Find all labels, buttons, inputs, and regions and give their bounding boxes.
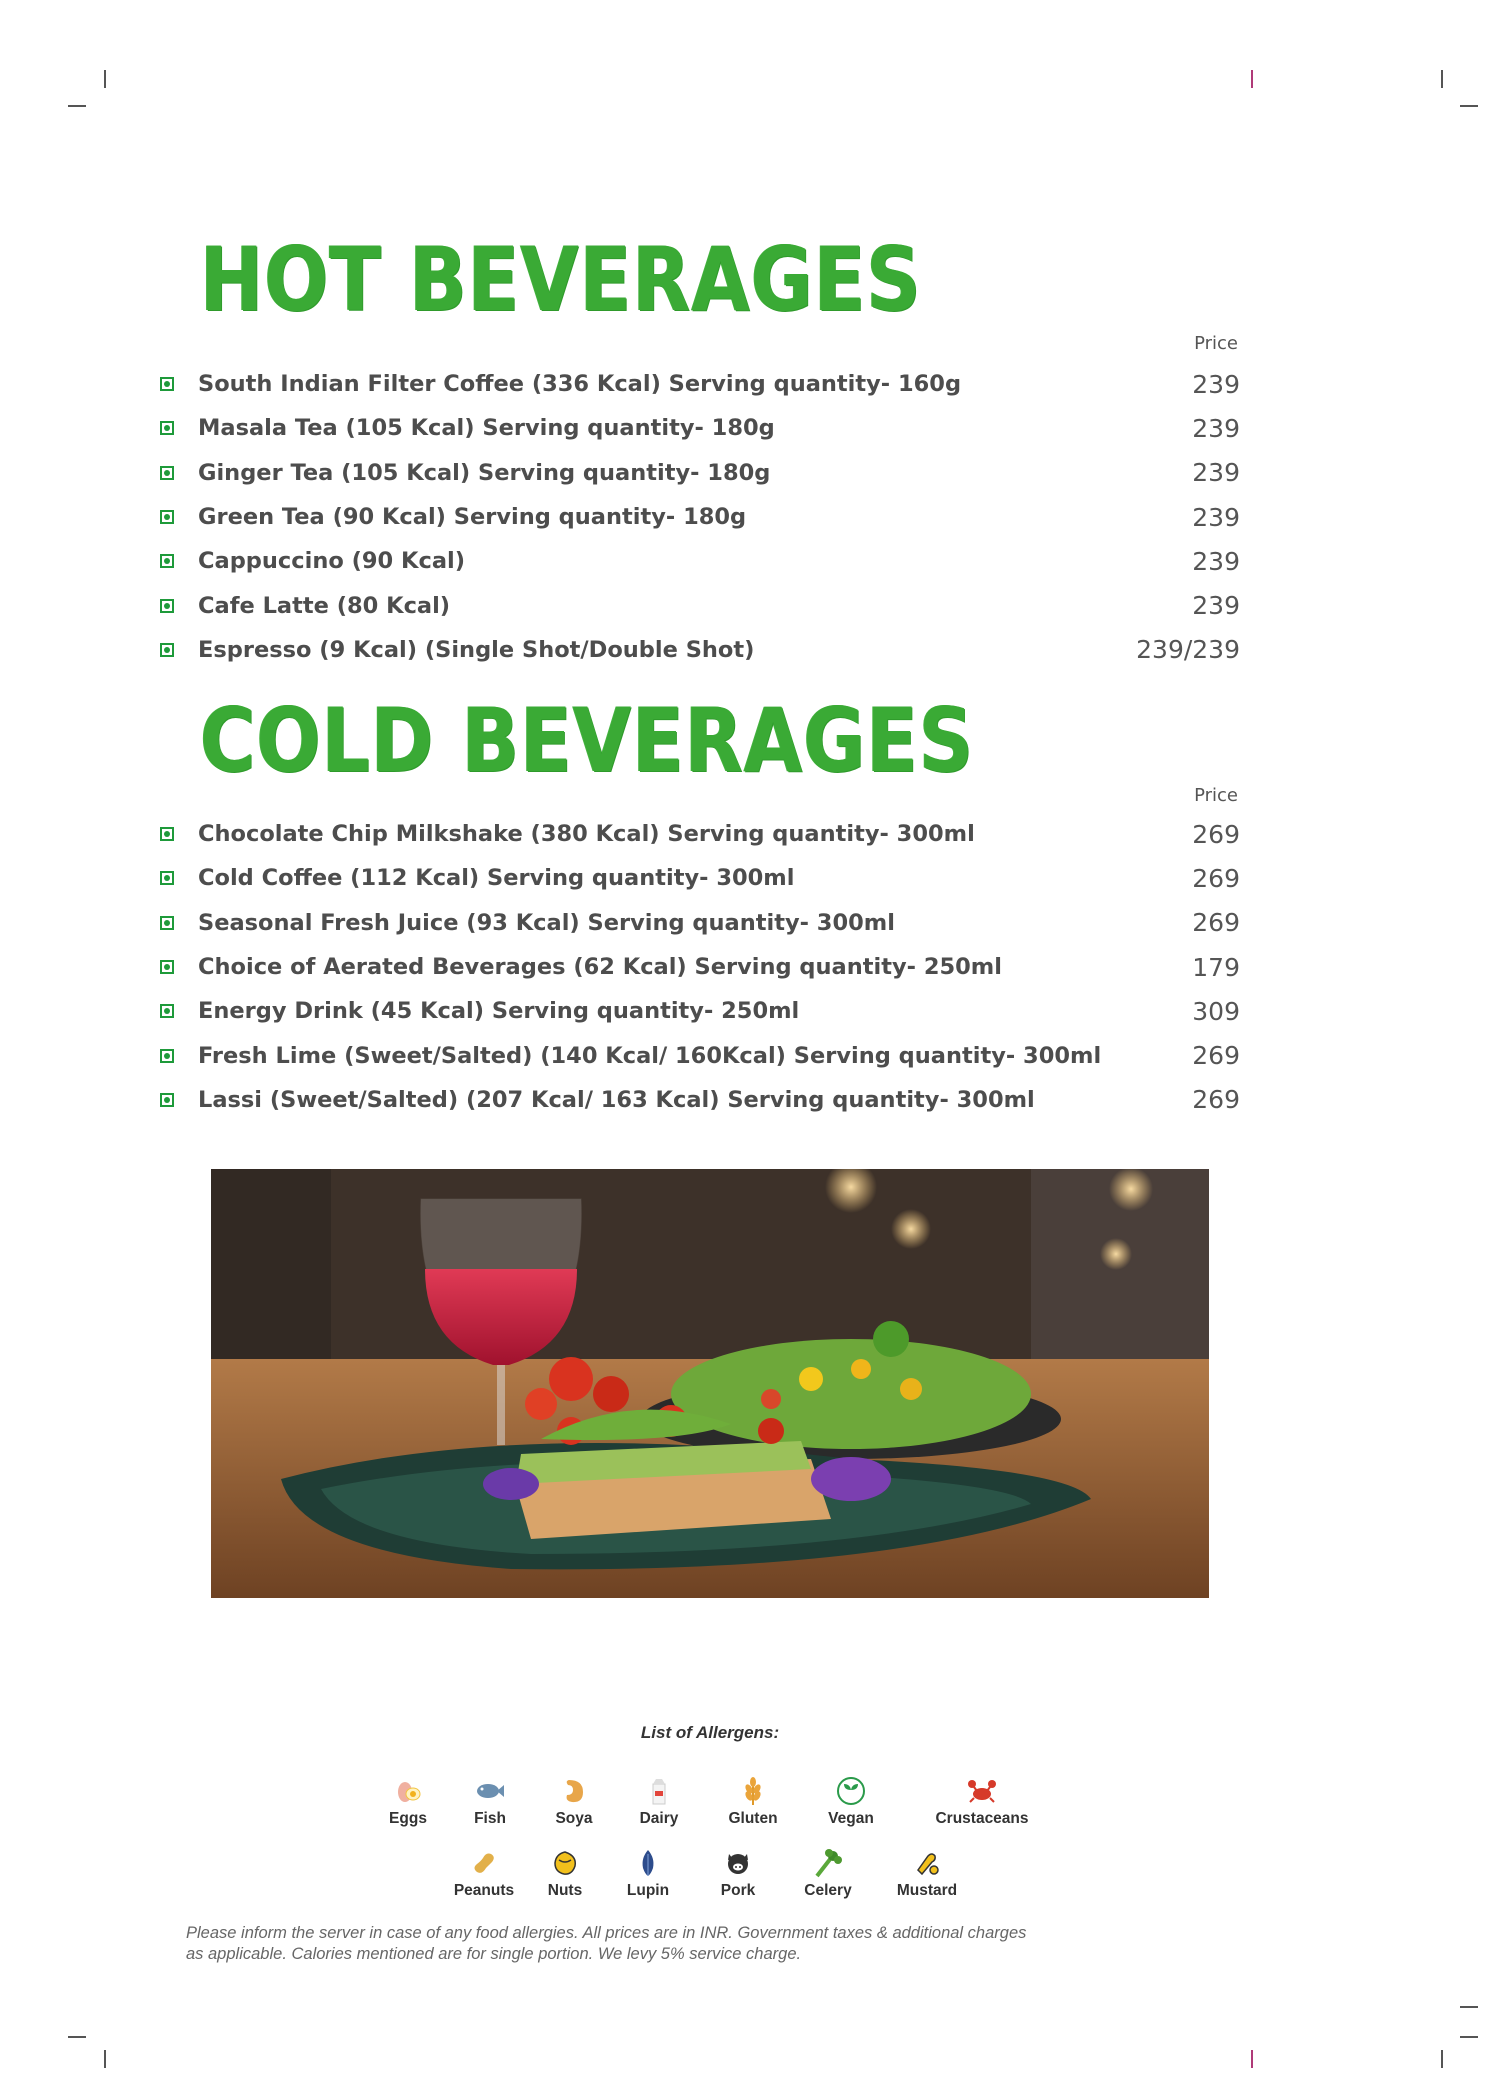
allergen-label: Gluten xyxy=(728,1810,778,1827)
crop-mark xyxy=(68,105,86,107)
allergen-label: Eggs xyxy=(389,1810,427,1827)
celery-icon xyxy=(813,1848,843,1878)
lupin-icon xyxy=(633,1848,663,1878)
cold-beverages-list xyxy=(160,812,1240,1122)
mustard-icon xyxy=(912,1848,942,1878)
disclaimer-line-2: as applicable. Calories mentioned are for single portion. We levy 5% service charge. xyxy=(186,1945,802,1963)
item-name: Choice of Aerated Beverages (62 Kcal) Serving quantity- 250ml xyxy=(198,954,1002,981)
crab-icon xyxy=(967,1776,997,1806)
crop-mark xyxy=(1460,2006,1478,2008)
allergen-label: Mustard xyxy=(896,1882,958,1899)
crop-mark xyxy=(1460,105,1478,107)
veg-mark-icon xyxy=(160,421,174,435)
item-name: Ginger Tea (105 Kcal) Serving quantity- 180g xyxy=(198,459,771,486)
menu-item xyxy=(160,945,1240,989)
item-name: Seasonal Fresh Juice (93 Kcal) Serving quantity- 300ml xyxy=(198,909,895,936)
item-price: 239 xyxy=(1192,369,1240,399)
menu-item xyxy=(160,812,1240,856)
crop-mark xyxy=(1441,70,1443,88)
item-price: 179 xyxy=(1192,952,1240,982)
item-name: Cafe Latte (80 Kcal) xyxy=(198,592,451,619)
menu-item xyxy=(160,628,1240,672)
veg-mark-icon xyxy=(160,827,174,841)
allergen-label: Nuts xyxy=(547,1882,583,1899)
soya-icon xyxy=(559,1776,589,1806)
allergen-vegan xyxy=(791,1776,911,1828)
menu-item xyxy=(160,1078,1240,1122)
crop-mark xyxy=(68,2036,86,2038)
menu-item xyxy=(160,451,1240,495)
allergen-label: Dairy xyxy=(639,1810,679,1827)
allergens-title: List of Allergens: xyxy=(640,1723,780,1742)
food-photo xyxy=(211,1169,1209,1598)
allergen-label: Pork xyxy=(720,1882,756,1899)
pig-icon xyxy=(723,1848,753,1878)
veg-mark-icon xyxy=(160,960,174,974)
allergen-label: Lupin xyxy=(626,1882,670,1899)
hot-beverages-title: HOT BEVERAGES xyxy=(200,228,922,331)
veg-mark-icon xyxy=(160,1093,174,1107)
item-price: 239 xyxy=(1192,458,1240,488)
crop-mark xyxy=(1251,2050,1253,2068)
allergen-label: Peanuts xyxy=(453,1882,515,1899)
crop-mark xyxy=(1460,2036,1478,2038)
egg-icon xyxy=(393,1776,423,1806)
allergen-label: Crustaceans xyxy=(935,1810,1029,1827)
veg-mark-icon xyxy=(160,510,174,524)
item-price: 239/239 xyxy=(1136,635,1240,665)
cold-beverages-title: COLD BEVERAGES xyxy=(200,689,975,792)
veg-mark-icon xyxy=(160,643,174,657)
item-name: Masala Tea (105 Kcal) Serving quantity- 180g xyxy=(198,415,775,442)
veg-mark-icon xyxy=(160,377,174,391)
item-name: Green Tea (90 Kcal) Serving quantity- 180g xyxy=(198,504,747,531)
allergen-label: Fish xyxy=(474,1810,506,1827)
wheat-icon xyxy=(738,1776,768,1806)
veg-mark-icon xyxy=(160,1049,174,1063)
allergy-disclaimer xyxy=(186,1923,1066,1965)
cold-price-header: Price xyxy=(1194,785,1238,806)
allergen-mustard xyxy=(867,1848,987,1900)
menu-item xyxy=(160,901,1240,945)
hot-beverages-list xyxy=(160,362,1240,672)
item-price: 269 xyxy=(1192,1041,1240,1071)
fish-icon xyxy=(475,1776,505,1806)
nut-icon xyxy=(550,1848,580,1878)
item-name: Espresso (9 Kcal) (Single Shot/Double Shot) xyxy=(198,636,755,663)
item-price: 269 xyxy=(1192,908,1240,938)
allergen-label: Soya xyxy=(555,1810,593,1827)
item-name: Chocolate Chip Milkshake (380 Kcal) Serving quantity- 300ml xyxy=(198,821,975,848)
menu-item xyxy=(160,989,1240,1033)
item-price: 239 xyxy=(1192,591,1240,621)
crop-mark xyxy=(104,2050,106,2068)
allergen-label: Celery xyxy=(804,1882,852,1899)
menu-item xyxy=(160,406,1240,450)
veg-mark-icon xyxy=(160,466,174,480)
menu-item xyxy=(160,583,1240,627)
item-name: Energy Drink (45 Kcal) Serving quantity- 250ml xyxy=(198,998,800,1025)
menu-item xyxy=(160,495,1240,539)
menu-item xyxy=(160,856,1240,900)
item-price: 239 xyxy=(1192,546,1240,576)
menu-item xyxy=(160,539,1240,583)
item-name: Cold Coffee (112 Kcal) Serving quantity- 300ml xyxy=(198,865,795,892)
item-price: 239 xyxy=(1192,413,1240,443)
crop-mark xyxy=(1251,70,1253,88)
menu-item xyxy=(160,362,1240,406)
veg-mark-icon xyxy=(160,599,174,613)
peanut-icon xyxy=(469,1848,499,1878)
hot-price-header: Price xyxy=(1194,333,1238,354)
item-price: 269 xyxy=(1192,819,1240,849)
veg-mark-icon xyxy=(160,554,174,568)
allergen-crustaceans xyxy=(922,1776,1042,1828)
menu-item xyxy=(160,1033,1240,1077)
item-name: Lassi (Sweet/Salted) (207 Kcal/ 163 Kcal) Serving quantity- 300ml xyxy=(198,1086,1035,1113)
item-price: 269 xyxy=(1192,863,1240,893)
veg-mark-icon xyxy=(160,1004,174,1018)
crop-mark xyxy=(1441,2050,1443,2068)
item-price: 239 xyxy=(1192,502,1240,532)
veg-mark-icon xyxy=(160,871,174,885)
milk-carton-icon xyxy=(644,1776,674,1806)
leaf-icon xyxy=(836,1776,866,1806)
veg-mark-icon xyxy=(160,916,174,930)
item-name: South Indian Filter Coffee (336 Kcal) Serving quantity- 160g xyxy=(198,371,962,398)
item-price: 309 xyxy=(1192,996,1240,1026)
item-price: 269 xyxy=(1192,1085,1240,1115)
crop-mark xyxy=(104,70,106,88)
allergen-label: Vegan xyxy=(828,1810,874,1827)
disclaimer-line-1: Please inform the server in case of any food allergies. All prices are in INR. Government taxes & additional charges xyxy=(186,1924,1027,1942)
item-name: Cappuccino (90 Kcal) xyxy=(198,548,466,575)
item-name: Fresh Lime (Sweet/Salted) (140 Kcal/ 160Kcal) Serving quantity- 300ml xyxy=(198,1042,1102,1069)
